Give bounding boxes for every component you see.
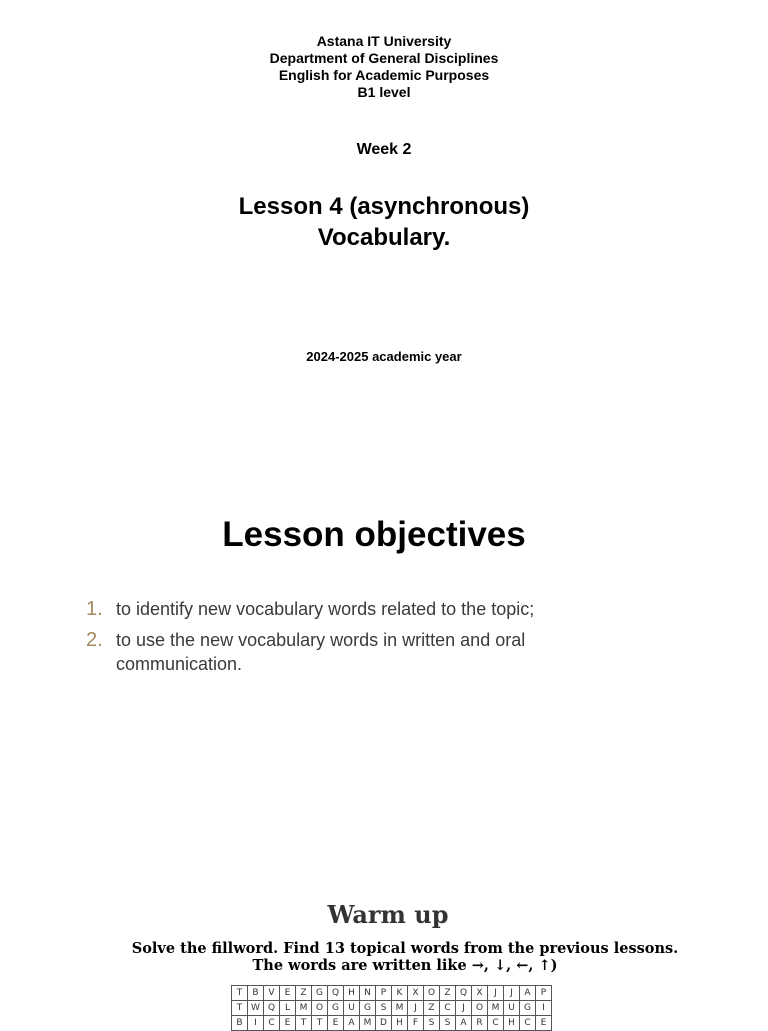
- fillword-cell: C: [520, 1016, 536, 1031]
- fillword-cell: P: [376, 986, 392, 1001]
- fillword-cell: V: [264, 986, 280, 1001]
- fillword-cell: Z: [296, 986, 312, 1001]
- university-name: Astana IT University: [316, 33, 452, 49]
- warmup-instructions: [0, 940, 768, 974]
- fillword-cell: E: [280, 1016, 296, 1031]
- objective-item: [86, 597, 606, 621]
- objective-text: to identify new vocabulary words related to the topic;: [116, 599, 535, 619]
- fillword-cell: I: [248, 1016, 264, 1031]
- warmup-instruction-line: Solve the fillword. Find 13 topical words from the previous lessons.: [131, 940, 679, 957]
- objectives-list: [86, 597, 606, 683]
- fillword-cell: O: [424, 986, 440, 1001]
- fillword-cell: B: [248, 986, 264, 1001]
- objective-number: 1.: [86, 598, 103, 620]
- fillword-cell: L: [280, 1001, 296, 1016]
- fillword-cell: K: [392, 986, 408, 1001]
- fillword-cell: M: [392, 1001, 408, 1016]
- objective-number: 2.: [86, 629, 103, 651]
- fillword-cell: U: [504, 1001, 520, 1016]
- fillword-cell: C: [440, 1001, 456, 1016]
- fillword-cell: T: [312, 1016, 328, 1031]
- fillword-row: [232, 1001, 552, 1016]
- objectives-title: Lesson objectives: [222, 515, 526, 554]
- fillword-cell: S: [376, 1001, 392, 1016]
- fillword-cell: E: [280, 986, 296, 1001]
- fillword-cell: Q: [264, 1001, 280, 1016]
- fillword-cell: F: [408, 1016, 424, 1031]
- fillword-grid: [231, 985, 552, 1031]
- fillword-cell: H: [392, 1016, 408, 1031]
- fillword-cell: E: [328, 1016, 344, 1031]
- lesson-title-block: [0, 191, 768, 253]
- level-label: B1 level: [357, 84, 411, 100]
- fillword-cell: H: [504, 1016, 520, 1031]
- fillword-cell: S: [424, 1016, 440, 1031]
- fillword-cell: T: [296, 1016, 312, 1031]
- warmup-instruction-line: The words are written like →, ↓, ←, ↑): [252, 957, 558, 974]
- fillword-cell: J: [504, 986, 520, 1001]
- fillword-row: [232, 986, 552, 1001]
- objective-item: [86, 628, 606, 676]
- fillword-cell: Z: [440, 986, 456, 1001]
- warmup-title: Warm up: [327, 900, 449, 929]
- fillword-cell: A: [456, 1016, 472, 1031]
- fillword-cell: M: [488, 1001, 504, 1016]
- fillword-cell: W: [248, 1001, 264, 1016]
- fillword-cell: X: [408, 986, 424, 1001]
- fillword-cell: M: [296, 1001, 312, 1016]
- fillword-cell: G: [312, 986, 328, 1001]
- lesson-subtitle: Vocabulary.: [317, 224, 451, 251]
- fillword-cell: C: [264, 1016, 280, 1031]
- fillword-cell: G: [360, 1001, 376, 1016]
- fillword-cell: J: [408, 1001, 424, 1016]
- fillword-cell: Q: [328, 986, 344, 1001]
- fillword-cell: M: [360, 1016, 376, 1031]
- fillword-cell: T: [232, 986, 248, 1001]
- fillword-cell: Z: [424, 1001, 440, 1016]
- fillword-cell: A: [344, 1016, 360, 1031]
- fillword-cell: P: [536, 986, 552, 1001]
- fillword-cell: A: [520, 986, 536, 1001]
- fillword-cell: N: [360, 986, 376, 1001]
- fillword-cell: G: [328, 1001, 344, 1016]
- fillword-cell: B: [232, 1016, 248, 1031]
- lesson-title: Lesson 4 (asynchronous): [238, 193, 530, 220]
- week-label: Week 2: [356, 141, 412, 158]
- fillword-cell: G: [520, 1001, 536, 1016]
- fillword-cell: H: [344, 986, 360, 1001]
- fillword-cell: D: [376, 1016, 392, 1031]
- fillword-cell: E: [536, 1016, 552, 1031]
- department-name: Department of General Disciplines: [269, 50, 499, 66]
- fillword-cell: R: [472, 1016, 488, 1031]
- objective-text: to use the new vocabulary words in written and oral communication.: [116, 630, 526, 674]
- fillword-cell: T: [232, 1001, 248, 1016]
- fillword-cell: J: [456, 1001, 472, 1016]
- fillword-cell: U: [344, 1001, 360, 1016]
- fillword-cell: S: [440, 1016, 456, 1031]
- fillword-cell: O: [472, 1001, 488, 1016]
- academic-year: 2024-2025 academic year: [306, 349, 462, 364]
- fillword-cell: O: [312, 1001, 328, 1016]
- fillword-cell: C: [488, 1016, 504, 1031]
- course-name: English for Academic Purposes: [278, 67, 490, 83]
- fillword-cell: Q: [456, 986, 472, 1001]
- fillword-row: [232, 1016, 552, 1031]
- fillword-cell: I: [536, 1001, 552, 1016]
- fillword-cell: X: [472, 986, 488, 1001]
- fillword-cell: J: [488, 986, 504, 1001]
